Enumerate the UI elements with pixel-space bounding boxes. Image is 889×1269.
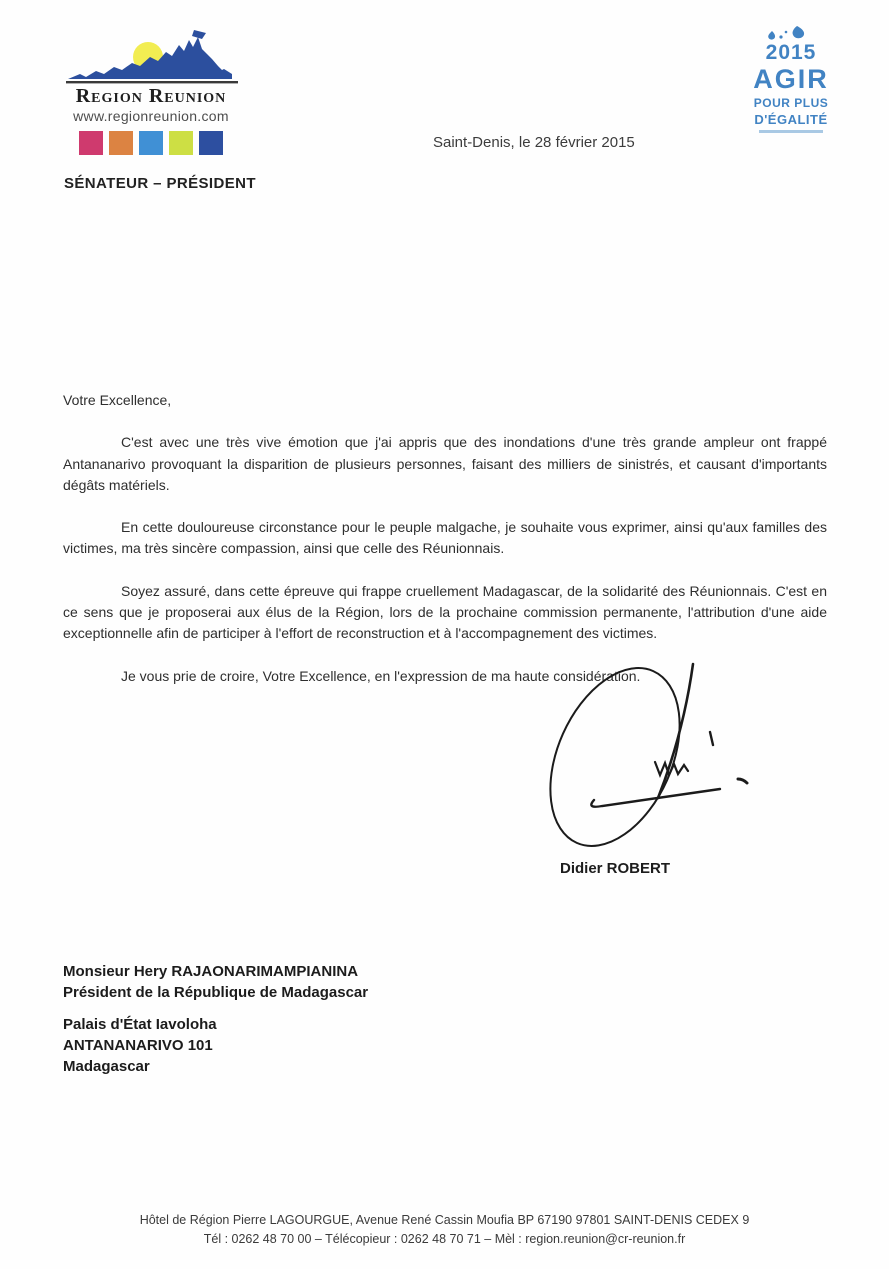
date-line: Saint-Denis, le 28 février 2015 (433, 134, 635, 151)
brand-square (109, 131, 133, 155)
signature-icon (530, 652, 760, 857)
letter-footer (0, 1211, 889, 1249)
recipient-name: Monsieur Hery RAJAONARIMAMPIANINA (63, 963, 359, 980)
org-website: www.regionreunion.com (73, 108, 229, 124)
brand-square (139, 131, 163, 155)
water-drops-icon (764, 24, 818, 41)
badge-year: 2015 (765, 41, 817, 64)
closing-line: Je vous prie de croire, Votre Excellence, en l'expression de ma haute considération. (121, 667, 641, 684)
recipient-address-line: Madagascar (63, 1058, 150, 1075)
recipient-block (63, 961, 368, 1077)
brand-square (79, 131, 103, 155)
badge-fine-print-line (759, 130, 823, 133)
paragraph: Soyez assuré, dans cette épreuve qui frappe cruellement Madagascar, de la solidarité des Réunionnais. C'est en ce sens que je proposerai aux élus de la Région, lors de la prochaine commission permanente, l'attribution d'une aide exceptionnelle afin de participer à l'effort de reconstruction et à l'accompagnement des victimes. (63, 582, 827, 642)
badge-word: AGIR (753, 64, 829, 95)
brand-color-squares (79, 131, 223, 155)
paragraph: C'est avec une très vive émotion que j'ai appris que des inondations d'une très grande ampleur ont frappé Antananarivo provoquant la disparition de plusieurs personnes, faisant des milliers de sinistrés, et causant d'importants dégâts matériels. (63, 434, 827, 493)
org-name: Region Reunion (75, 85, 227, 107)
recipient-address-line: ANTANANARIVO 101 (63, 1037, 213, 1054)
footer-contact-line: Tél : 0262 48 70 00 – Télécopieur : 0262 48 70 71 – Mèl : region.reunion@cr-reunion.fr (203, 1232, 686, 1246)
brand-square (169, 131, 193, 155)
campaign-badge (738, 24, 844, 133)
footer-address-line: Hôtel de Région Pierre LAGOURGUE, Avenue René Cassin Moufia BP 67190 97801 SAINT-DENIS CEDEX 9 (139, 1213, 750, 1227)
brand-square (199, 131, 223, 155)
sender-role-title: SÉNATEUR – PRÉSIDENT (64, 175, 256, 192)
recipient-address-line: Palais d'État Iavoloha (63, 1016, 217, 1033)
badge-line2: POUR PLUS (753, 96, 829, 111)
salutation: Votre Excellence, (63, 392, 172, 408)
badge-line3: D'ÉGALITÉ (754, 111, 828, 127)
recipient-title: Président de la République de Madagascar (63, 984, 369, 1001)
spacer (63, 1003, 368, 1014)
region-reunion-logo-icon (66, 28, 238, 88)
signer-name: Didier ROBERT (559, 860, 670, 877)
paragraph: En cette douloureuse circonstance pour le peuple malgache, je souhaite vous exprimer, ainsi qu'aux familles des victimes, ma très sincère compassion, ainsi que celle des Réunionnais. (63, 519, 827, 557)
